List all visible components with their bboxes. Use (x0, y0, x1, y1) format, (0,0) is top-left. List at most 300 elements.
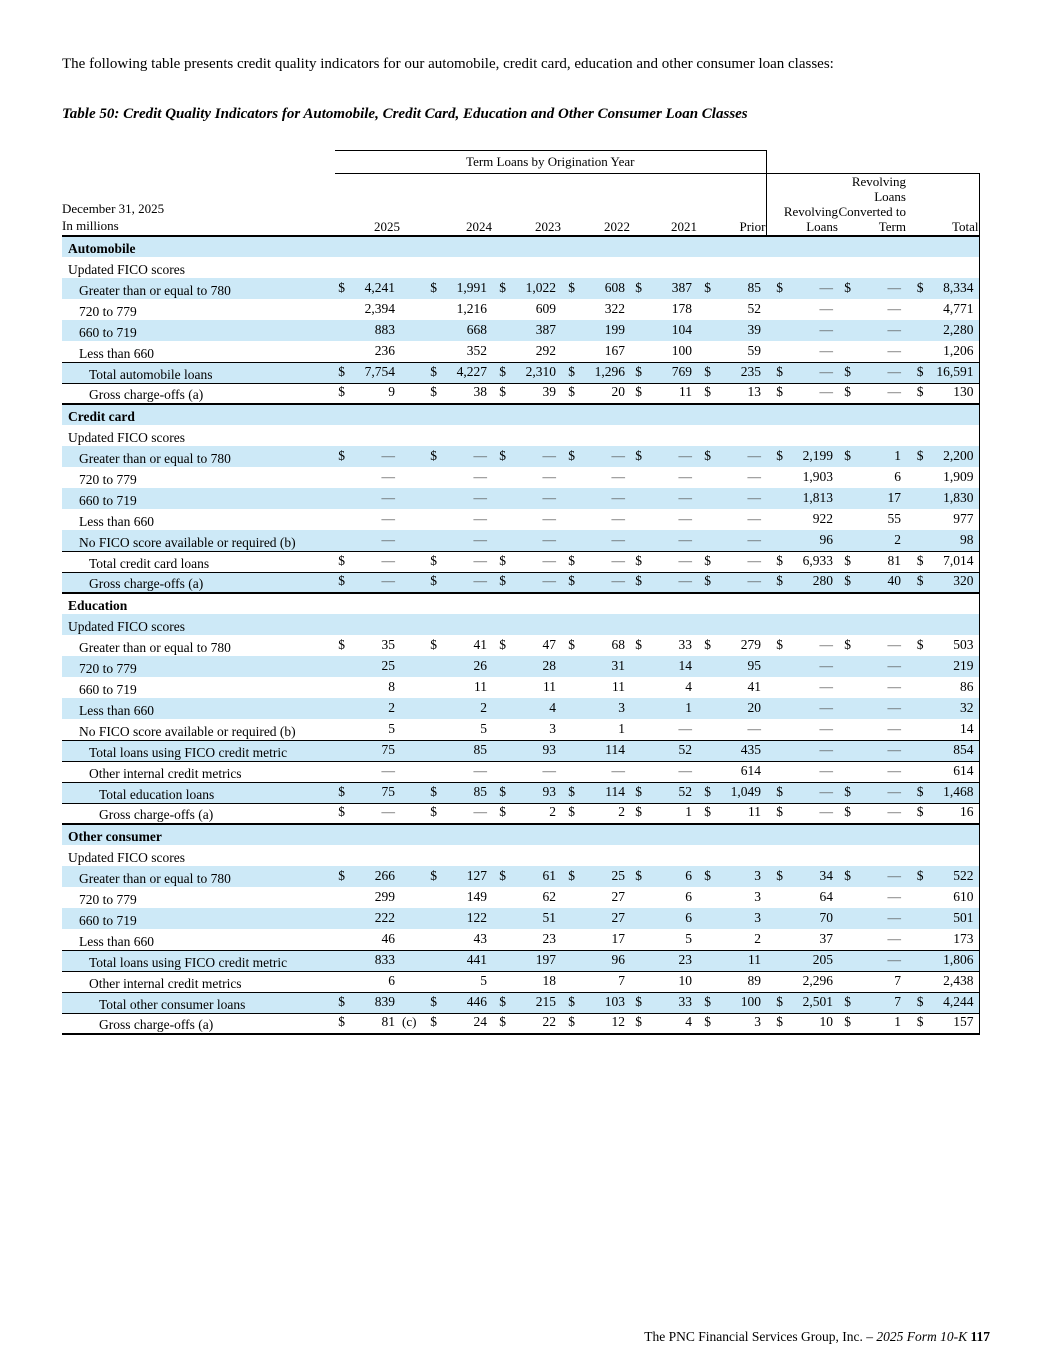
cell-value: 114 (605, 741, 625, 757)
value-cell (630, 908, 697, 929)
cell-value: 280 (812, 573, 833, 588)
cell-value: 5 (480, 720, 487, 736)
cell-value: 61 (542, 868, 556, 883)
dollar-sign: $ (704, 552, 711, 568)
cell-value: — (611, 469, 625, 484)
cell-value: 51 (542, 910, 556, 925)
value-cell (838, 929, 906, 950)
column-header-revolving-loans: Revolving Loans (766, 173, 838, 236)
cell-value: 7,754 (364, 363, 395, 379)
value-cell (838, 299, 906, 320)
value-cell (697, 320, 766, 341)
footnote-marker: (c) (402, 1014, 417, 1029)
row-label: Total education loans (62, 782, 335, 803)
cell-value: — (381, 552, 395, 568)
cell-value: 81 (381, 1014, 395, 1029)
dollar-sign: $ (568, 993, 575, 1009)
span-header-row (62, 150, 979, 173)
cell-value: 114 (605, 783, 625, 799)
row-label: Less than 660 (62, 698, 335, 719)
value-cell (697, 383, 766, 404)
cell-value: 322 (604, 301, 625, 316)
cell-value: 5 (388, 720, 395, 736)
value-cell (697, 362, 766, 383)
cell-value: 922 (812, 511, 833, 526)
value-cell (697, 1013, 766, 1034)
section-header-row (62, 593, 979, 614)
cell-value: 769 (671, 363, 692, 379)
value-cell (906, 656, 979, 677)
table-body (62, 236, 979, 1034)
cell-value: 31 (611, 658, 625, 673)
table-row (62, 257, 979, 278)
value-cell (906, 446, 979, 467)
value-cell (561, 992, 630, 1013)
value-cell (630, 950, 697, 971)
cell-value: 503 (953, 637, 974, 652)
value-cell (492, 740, 561, 761)
table-row (62, 929, 979, 950)
intro-paragraph: The following table presents credit quality indicators for our automobile, credit card, education and other consumer loan classes: (62, 56, 834, 72)
dollar-sign: $ (844, 993, 851, 1009)
dollar-sign: $ (776, 384, 783, 399)
dollar-sign: $ (776, 783, 783, 799)
cell-value: 446 (466, 993, 487, 1009)
cell-value: 23 (678, 951, 692, 967)
table-row (62, 341, 979, 362)
dollar-sign: $ (338, 280, 345, 295)
value-cell (766, 572, 838, 593)
dollar-sign: $ (430, 552, 437, 568)
cell-value: — (381, 511, 395, 526)
value-cell (697, 341, 766, 362)
section-header-row (62, 236, 979, 257)
row-label: 660 to 719 (62, 908, 335, 929)
row-label: Greater than or equal to 780 (62, 866, 335, 887)
value-cell (766, 509, 838, 530)
section-header-label: Education (62, 593, 979, 614)
value-cell (906, 698, 979, 719)
value-cell (838, 971, 906, 992)
cell-value: 1,296 (594, 363, 625, 379)
cell-value: — (542, 531, 556, 547)
value-cell (766, 929, 838, 950)
value-cell (492, 278, 561, 299)
row-label: Updated FICO scores (62, 614, 979, 635)
dollar-sign: $ (844, 384, 851, 399)
value-cell (906, 467, 979, 488)
cell-value: — (819, 301, 833, 316)
dollar-sign: $ (430, 637, 437, 652)
dollar-sign: $ (635, 552, 642, 568)
value-cell (766, 719, 838, 740)
value-cell (400, 530, 492, 551)
value-cell (630, 740, 697, 761)
cell-value: — (542, 552, 556, 568)
dollar-sign: $ (430, 280, 437, 295)
dollar-sign: $ (844, 637, 851, 652)
cell-value: — (819, 384, 833, 399)
cell-value: 70 (819, 910, 833, 925)
cell-value: 96 (819, 531, 833, 547)
dollar-sign: $ (704, 448, 711, 463)
value-cell (697, 278, 766, 299)
value-cell (400, 677, 492, 698)
value-cell (561, 908, 630, 929)
cell-value: — (381, 469, 395, 484)
value-cell (838, 698, 906, 719)
cell-value: 522 (953, 868, 974, 883)
value-cell (400, 929, 492, 950)
table-row (62, 887, 979, 908)
value-cell (561, 782, 630, 803)
value-cell (335, 278, 400, 299)
dollar-sign: $ (916, 1014, 924, 1029)
row-label: 660 to 719 (79, 682, 137, 697)
value-cell (561, 698, 630, 719)
dollar-sign: $ (568, 552, 575, 568)
row-label: 660 to 719 (62, 320, 335, 341)
dollar-sign: $ (776, 552, 783, 568)
cell-value: — (819, 322, 833, 337)
table-row (62, 383, 979, 404)
value-cell (766, 635, 838, 656)
cell-value: 609 (535, 301, 556, 316)
value-cell (335, 320, 400, 341)
cell-value: — (381, 573, 395, 588)
section-header-row (62, 404, 979, 425)
value-cell (561, 803, 630, 824)
cell-value: 81 (887, 552, 901, 568)
value-cell (492, 761, 561, 782)
cell-value: — (887, 762, 901, 778)
cell-value: — (611, 531, 625, 547)
dollar-sign: $ (338, 783, 345, 799)
dollar-sign: $ (499, 993, 506, 1009)
cell-value: 1,022 (525, 280, 556, 295)
value-cell (400, 803, 492, 824)
value-cell (766, 677, 838, 698)
value-cell (335, 761, 400, 782)
cell-value: 219 (953, 658, 974, 673)
cell-value: 14 (960, 720, 974, 736)
value-cell (561, 320, 630, 341)
dollar-sign: $ (704, 868, 711, 883)
cell-value: — (678, 552, 692, 568)
value-cell (492, 572, 561, 593)
table-row (62, 992, 979, 1013)
value-cell (906, 341, 979, 362)
value-cell (561, 446, 630, 467)
value-cell (335, 803, 400, 824)
value-cell (838, 908, 906, 929)
value-cell (630, 887, 697, 908)
cell-value: — (542, 469, 556, 484)
value-cell (838, 488, 906, 509)
cell-value: — (542, 448, 556, 463)
dollar-sign: $ (916, 868, 924, 883)
cell-value: 20 (611, 384, 625, 399)
value-cell (335, 887, 400, 908)
section-header-label: Automobile (62, 236, 979, 257)
value-cell (838, 887, 906, 908)
dollar-sign: $ (499, 573, 506, 588)
dollar-sign: $ (499, 280, 506, 295)
table-header (62, 150, 979, 236)
value-cell (561, 278, 630, 299)
cell-value: 16,591 (936, 363, 974, 379)
cell-value: 435 (740, 741, 761, 757)
cell-value: 149 (466, 889, 487, 904)
dollar-sign: $ (430, 384, 437, 399)
cell-value: 12 (611, 1014, 625, 1029)
value-cell (561, 299, 630, 320)
value-cell (335, 488, 400, 509)
cell-value: — (887, 679, 901, 694)
cell-value: — (887, 804, 901, 819)
dollar-sign: $ (338, 1014, 345, 1029)
value-cell (492, 467, 561, 488)
cell-value: 2,200 (943, 448, 974, 463)
dollar-sign: $ (635, 363, 642, 379)
cell-value: 2 (388, 700, 395, 715)
value-cell (630, 803, 697, 824)
value-cell (906, 950, 979, 971)
cell-value: 52 (678, 741, 692, 757)
value-cell (630, 719, 697, 740)
cell-value: 26 (473, 658, 487, 673)
value-cell (400, 971, 492, 992)
cell-value: 1 (894, 1014, 901, 1029)
cell-value: 5 (480, 972, 487, 988)
value-cell (630, 383, 697, 404)
cell-value: 1,909 (943, 469, 974, 484)
value-cell (766, 740, 838, 761)
row-label: Less than 660 (79, 933, 154, 949)
row-label: Total loans using FICO credit metric (62, 950, 335, 971)
value-cell (630, 635, 697, 656)
value-cell (400, 551, 492, 572)
value-cell (400, 950, 492, 971)
value-cell (335, 929, 400, 950)
value-cell (697, 656, 766, 677)
value-cell (561, 866, 630, 887)
value-cell (400, 467, 492, 488)
dollar-sign: $ (430, 783, 437, 799)
value-cell (838, 446, 906, 467)
value-cell (561, 1013, 630, 1034)
cell-value: — (473, 469, 487, 484)
cell-value: 2,310 (525, 363, 556, 379)
value-cell (838, 320, 906, 341)
dollar-sign: $ (916, 637, 924, 652)
value-cell (630, 992, 697, 1013)
value-cell (561, 950, 630, 971)
cell-value: 178 (671, 301, 692, 316)
cell-value: 2 (618, 804, 625, 819)
value-cell (838, 467, 906, 488)
dollar-sign: $ (916, 573, 924, 588)
dollar-sign: $ (338, 448, 345, 463)
dollar-sign: $ (338, 363, 345, 379)
cell-value: — (747, 448, 761, 463)
cell-value: 104 (671, 322, 692, 337)
cell-value: 23 (542, 930, 556, 946)
cell-value: 9 (388, 384, 395, 399)
cell-value: — (473, 804, 487, 819)
table-row (62, 845, 979, 866)
cell-value: — (611, 511, 625, 526)
dollar-sign: $ (776, 573, 783, 588)
cell-value: — (819, 700, 833, 715)
cell-value: 279 (740, 637, 761, 652)
cell-value: — (887, 301, 901, 316)
cell-value: 11 (679, 384, 692, 399)
cell-value: — (887, 868, 901, 883)
dollar-sign: $ (338, 804, 345, 819)
value-cell (492, 656, 561, 677)
value-cell (630, 509, 697, 530)
value-cell (561, 635, 630, 656)
value-cell (766, 299, 838, 320)
value-cell (400, 719, 492, 740)
footer-company: The PNC Financial Services Group, Inc. – (644, 1329, 873, 1344)
table-row (62, 362, 979, 383)
cell-value: 34 (819, 868, 833, 883)
dollar-sign: $ (635, 280, 642, 295)
cell-value: 33 (678, 637, 692, 652)
value-cell (838, 509, 906, 530)
cell-value: 2,394 (364, 301, 395, 316)
cell-value: 1,813 (802, 490, 833, 505)
cell-value: 75 (381, 783, 395, 799)
dollar-sign: $ (568, 384, 575, 399)
cell-value: 167 (604, 342, 625, 358)
value-cell (906, 929, 979, 950)
table-row (62, 278, 979, 299)
value-cell (400, 383, 492, 404)
cell-value: — (473, 573, 487, 588)
cell-value: — (819, 637, 833, 652)
value-cell (838, 551, 906, 572)
cell-value: — (473, 762, 487, 778)
dollar-sign: $ (499, 363, 506, 379)
cell-value: — (747, 511, 761, 526)
cell-value: 11 (748, 804, 761, 819)
value-cell (400, 908, 492, 929)
value-cell (697, 509, 766, 530)
cell-value: — (747, 552, 761, 568)
dollar-sign: $ (338, 637, 345, 652)
cell-value: 668 (466, 322, 487, 337)
value-cell (838, 278, 906, 299)
dollar-sign: $ (568, 783, 575, 799)
value-cell (838, 803, 906, 824)
dollar-sign: $ (916, 363, 924, 379)
value-cell (492, 446, 561, 467)
column-header-prior: Prior (697, 173, 766, 236)
value-cell (906, 488, 979, 509)
dollar-sign: $ (844, 868, 851, 883)
value-cell (697, 929, 766, 950)
value-cell (766, 1013, 838, 1034)
value-cell (400, 509, 492, 530)
value-cell (561, 929, 630, 950)
cell-value: — (747, 490, 761, 505)
date-label: December 31, 2025 (62, 201, 165, 217)
table-row (62, 320, 979, 341)
dollar-sign: $ (430, 363, 437, 379)
value-cell (492, 551, 561, 572)
cell-value: 8 (388, 679, 395, 694)
table-row (62, 446, 979, 467)
row-label: Other internal credit metrics (62, 761, 335, 782)
dollar-sign: $ (704, 804, 711, 819)
cell-value: — (747, 531, 761, 547)
cell-value: — (819, 783, 833, 799)
value-cell (906, 320, 979, 341)
value-cell (561, 551, 630, 572)
cell-value: 39 (542, 384, 556, 399)
value-cell (766, 782, 838, 803)
span-header-spacer (62, 150, 335, 173)
dollar-sign: $ (776, 280, 783, 295)
value-cell (906, 383, 979, 404)
value-cell (630, 488, 697, 509)
dollar-sign: $ (776, 993, 783, 1009)
value-cell (630, 866, 697, 887)
value-cell (400, 866, 492, 887)
cell-value: 235 (740, 363, 761, 379)
cell-value: 6 (685, 889, 692, 904)
row-label: Less than 660 (79, 514, 154, 529)
cell-value: 4,771 (943, 301, 974, 316)
table-row (62, 950, 979, 971)
row-label: 720 to 779 (62, 656, 335, 677)
value-cell (400, 341, 492, 362)
dollar-sign: $ (704, 993, 711, 1009)
row-label: No FICO score available or required (b) (62, 530, 335, 551)
value-cell (335, 341, 400, 362)
value-cell (697, 950, 766, 971)
cell-value: 222 (374, 910, 395, 925)
cell-value: — (887, 930, 901, 946)
value-cell (630, 698, 697, 719)
table-row (62, 614, 979, 635)
value-cell (400, 887, 492, 908)
cell-value: — (887, 741, 901, 757)
column-header-row (62, 173, 979, 236)
cell-value: — (887, 637, 901, 652)
dollar-sign: $ (338, 868, 345, 883)
cell-value: 501 (953, 910, 974, 925)
cell-value: 441 (466, 951, 487, 967)
column-header-total: Total (906, 173, 979, 236)
cell-value: 6 (685, 910, 692, 925)
cell-value: 27 (611, 889, 625, 904)
value-cell (766, 971, 838, 992)
value-cell (697, 446, 766, 467)
cell-value: 883 (374, 322, 395, 337)
dollar-sign: $ (635, 637, 642, 652)
cell-value: 3 (754, 889, 761, 904)
value-cell (400, 740, 492, 761)
dollar-sign: $ (916, 552, 924, 568)
row-label: Updated FICO scores (62, 425, 979, 446)
value-cell (697, 908, 766, 929)
dollar-sign: $ (430, 993, 437, 1009)
cell-value: 11 (612, 679, 625, 694)
